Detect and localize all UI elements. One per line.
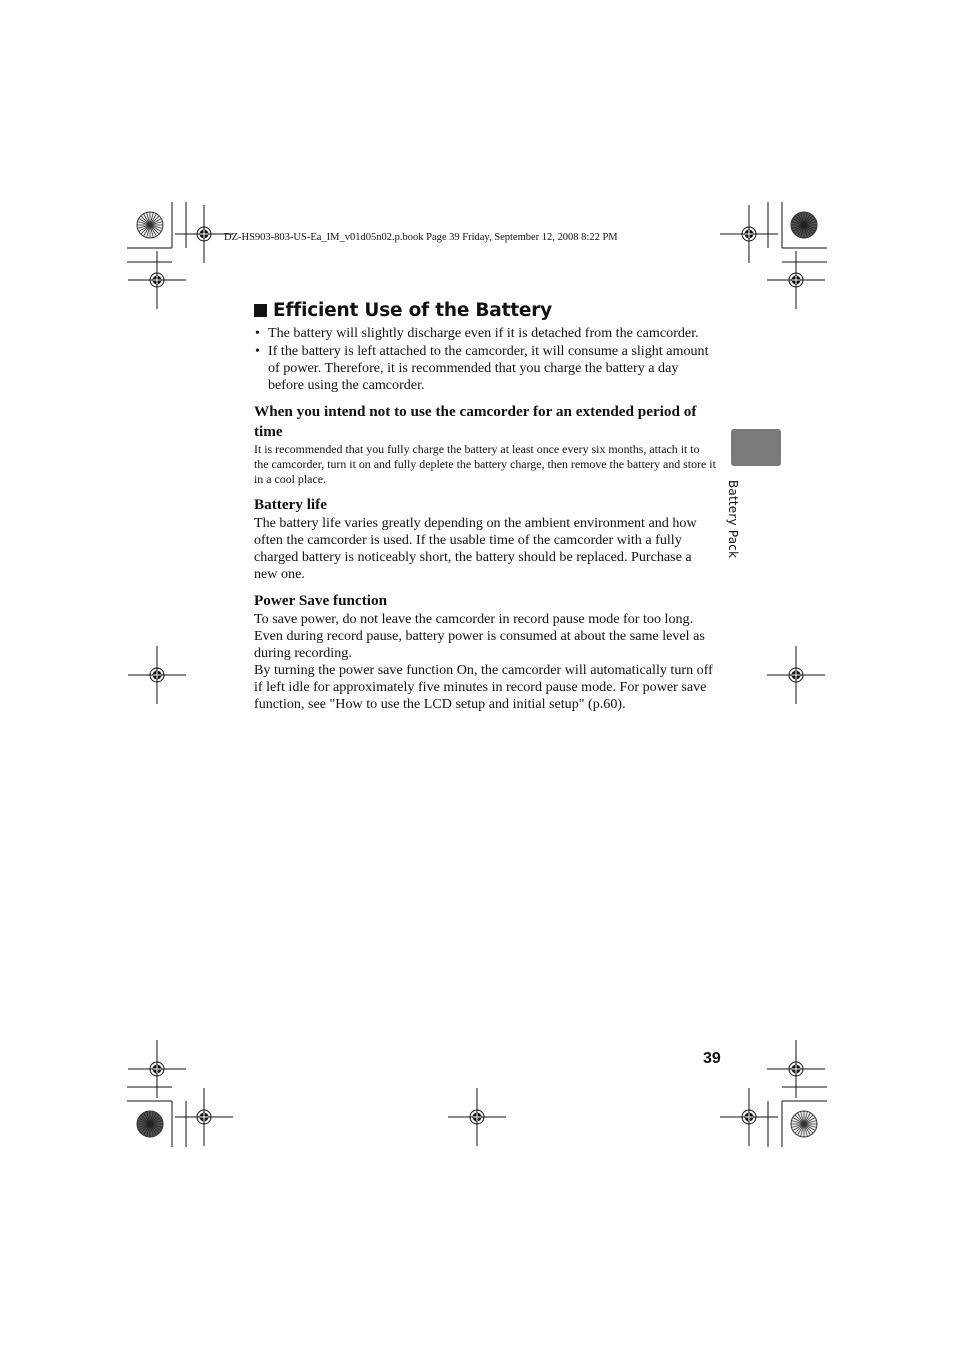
extended-period-title: When you intend not to use the camcorder for an extended period of time xyxy=(254,403,697,440)
registration-mark-icon xyxy=(175,1088,233,1146)
registration-mark-icon xyxy=(720,205,778,263)
power-save-text-2: By turning the power save function On, the camcorder will automatically turn off if left idle for approximately five minutes in record pause mode. For power save function, see "How to use the LCD setup and initial setup" (p.60). xyxy=(254,662,713,712)
bullet-icon: • xyxy=(255,343,260,359)
section-tab xyxy=(731,429,781,466)
power-save-title: Power Save function xyxy=(254,592,388,609)
side-section-label: Battery Pack xyxy=(726,480,740,559)
section-heading-text: Efficient Use of the Battery xyxy=(273,300,553,321)
registration-mark-icon xyxy=(128,646,186,704)
list-item xyxy=(254,343,716,394)
registration-mark-icon xyxy=(767,251,825,309)
color-target-icon xyxy=(137,1111,163,1137)
battery-life-text: The battery life varies greatly depending on the ambient environment and how often the camcorder is used. If the usable time of the camcorder with a fully charged battery is noticeably short, the battery should be replaced. Purchase a new one. xyxy=(254,515,697,582)
list-item xyxy=(254,325,716,342)
square-bullet-icon xyxy=(254,304,267,317)
registration-mark-icon xyxy=(720,1088,778,1146)
registration-mark-icon xyxy=(767,1040,825,1098)
color-target-icon xyxy=(791,212,817,238)
registration-mark-icon xyxy=(128,1040,186,1098)
registration-mark-icon xyxy=(128,251,186,309)
section-heading xyxy=(254,300,716,321)
color-target-icon xyxy=(137,212,163,238)
print-header: DZ-HS903-803-US-Ea_IM_v01d05n02.p.book Page 39 Friday, September 12, 2008 8:22 PM xyxy=(224,232,618,243)
registration-mark-icon xyxy=(767,646,825,704)
list-item-text: If the battery is left attached to the camcorder, it will consume a slight amount of power. Therefore, it is recommended that you charge the battery a day before using the camcorder. xyxy=(268,343,709,393)
bullet-icon: • xyxy=(255,325,260,341)
battery-life-title: Battery life xyxy=(254,496,327,513)
page-content xyxy=(254,300,716,713)
registration-mark-icon xyxy=(448,1088,506,1146)
page-number: 39 xyxy=(703,1050,721,1067)
power-save-text-1: To save power, do not leave the camcorder in record pause mode for too long. Even during record pause, battery power is consumed at about the same level as during recording. xyxy=(254,611,705,661)
extended-period-text: It is recommended that you fully charge the battery at least once every six months, attach it to the camcorder, turn it on and fully deplete the battery charge, then remove the battery and store it in a cool place. xyxy=(254,442,716,486)
color-target-icon xyxy=(791,1111,817,1137)
bullet-list xyxy=(254,325,716,394)
list-item-text: The battery will slightly discharge even if it is detached from the camcorder. xyxy=(268,325,699,341)
